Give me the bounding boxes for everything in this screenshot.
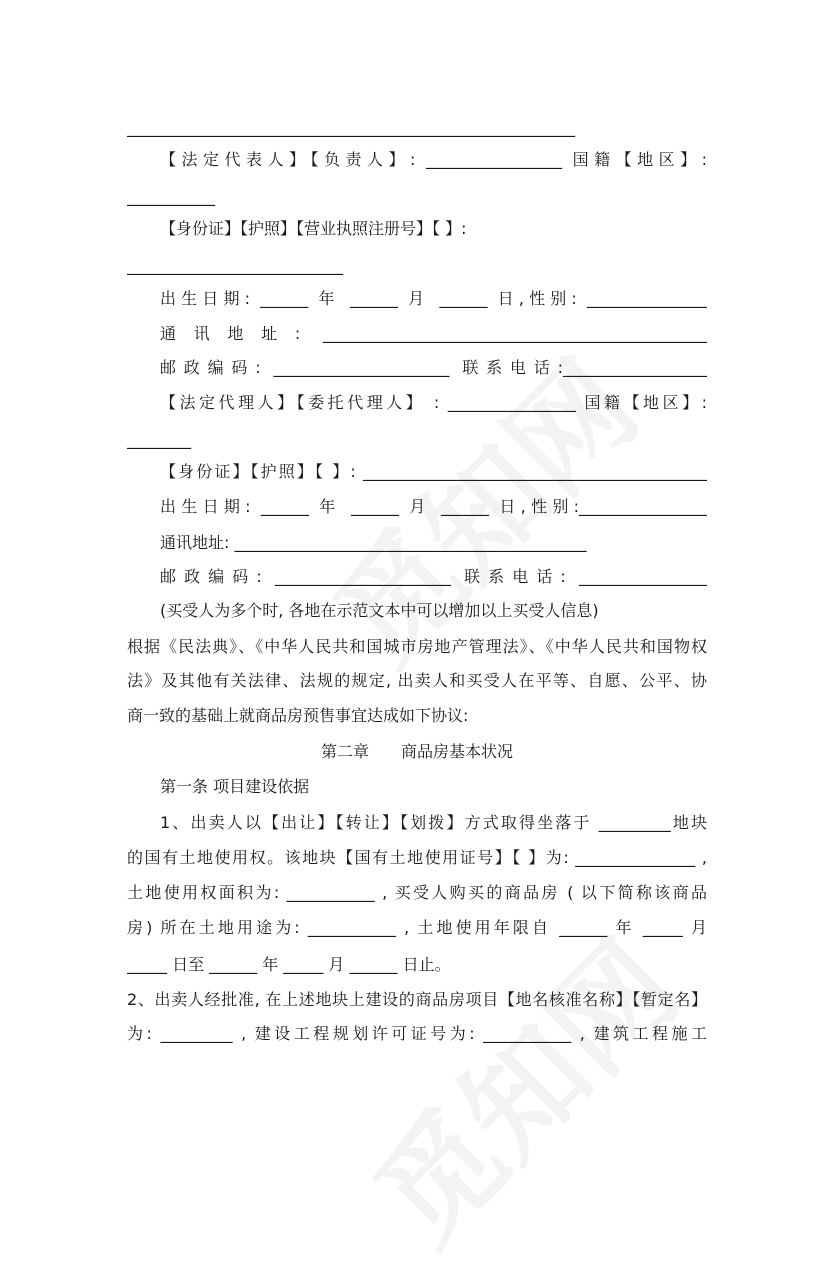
postal-code-phone-line: 邮政编码: ______________________ 联系电话:__________________ (160, 358, 707, 377)
preamble-line-3: 商一致的基础上就商品房预售事宜达成如下协议: (127, 706, 469, 725)
preamble-line-2: 法》及其他有关法律、法规的规定, 出卖人和买受人在平等、自愿、公平、协 (127, 671, 707, 690)
agent-address-line: 通讯地址: ____________________________________________ (160, 533, 587, 552)
blank-line: ___________ (127, 187, 215, 206)
agent-postal-code-phone-line: 邮政编码: ______________________ 联系电话: ________________ (160, 567, 707, 586)
buyer-note: (买受人为多个时, 各地在示范文本中可以增加以上买受人信息) (160, 601, 599, 620)
agent-birth-date-line: 出生日期: ______ 年 ______ 月 ______ 日,性别:________________ (160, 497, 707, 516)
chapter-heading: 第二章 商品房基本状况 (320, 742, 513, 761)
article-heading: 第一条 项目建设依据 (160, 777, 310, 796)
birth-date-line: 出生日期: ______ 年 ______ 月 ______ 日,性别: _______________ (160, 289, 707, 308)
clause-1-line-4: 房) 所在土地用途为: ___________ , 土地使用年限自 ______ 年 _____ 月 (127, 918, 707, 937)
clause-1-line-1: 1、出卖人以【出让】【转让】【划拨】方式取得坐落于 _________地块 (160, 813, 707, 832)
legal-representative-line: 【法定代表人】【负责人】: _________________ 国籍【地区】: (160, 150, 707, 169)
legal-agent-line: 【法定代理人】【委托代理人】 : ________________ 国籍【地区】: (160, 393, 707, 412)
clause-1-line-2: 的国有土地使用权。该地块【国有土地使用证号】【 】为: _______________ , (127, 848, 707, 867)
clause-2-line-2: 为: _________ , 建设工程规划许可证号为: ___________ , 建筑工程施工 (127, 1024, 707, 1043)
blank-line: ________ (127, 430, 191, 449)
id-document-line: 【身份证】【护照】【营业执照注册号】【 】: (160, 219, 467, 238)
agent-id-document-line: 【身份证】【护照】【 】: ___________________________________________ (160, 462, 707, 481)
clause-1-line-5: _____ 日至 ______ 年 _____ 月 ______ 日止。 (127, 955, 451, 974)
preamble-line-1: 根据《民法典》、《中华人民共和国城市房地产管理法》、《中华人民共和国物权 (127, 637, 707, 656)
blank-line: ___________________________ (127, 256, 343, 275)
address-line: 通讯地址: ________________________________________________ (160, 324, 707, 343)
clause-1-line-3: 土地使用权面积为: ___________ , 买受人购买的商品房 ( 以下简称该商品 (127, 883, 707, 902)
clause-2-line-1: 2、出卖人经批准, 在上述地块上建设的商品房项目【地名核准名称】【暂定名】 (127, 990, 707, 1009)
blank-line: ________________________________________________________ (127, 118, 575, 137)
